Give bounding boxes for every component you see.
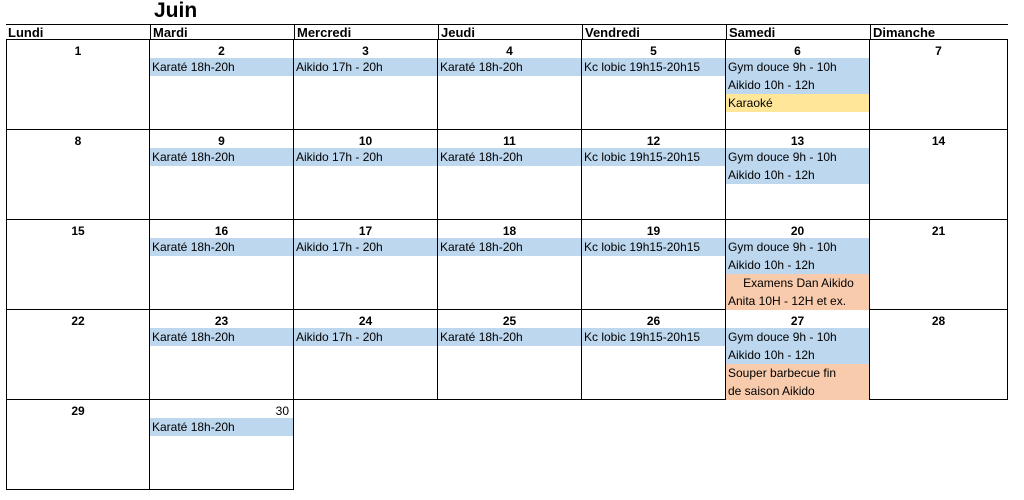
day-number: 13 [790,134,805,148]
day-number: 14 [931,134,946,148]
day-cell[interactable] [6,400,150,490]
calendar-event[interactable]: Karaté 18h-20h [438,238,581,256]
day-number: 6 [794,44,801,58]
day-cell[interactable] [726,40,870,130]
calendar-event[interactable]: Karaté 18h-20h [150,328,293,346]
calendar-event[interactable]: Kc lobic 19h15-20h15 [582,58,725,76]
weekday-header-jeudi: Jeudi [438,24,582,40]
weekday-header-mercredi: Mercredi [294,24,438,40]
calendar-event[interactable]: Kc lobic 19h15-20h15 [582,238,725,256]
day-cell[interactable] [150,220,294,310]
calendar-event[interactable]: Gym douce 9h - 10h [726,328,869,346]
day-cell[interactable] [294,40,438,130]
day-number: 8 [74,134,82,148]
day-number: 3 [362,44,369,58]
day-cell[interactable] [582,40,726,130]
day-cell[interactable] [150,130,294,220]
day-cell[interactable] [294,220,438,310]
day-cell[interactable] [6,220,150,310]
calendar-event[interactable]: Aikido 17h - 20h [294,328,437,346]
day-cell[interactable] [726,220,870,310]
calendar-event[interactable]: de saison Aikido [726,382,869,400]
day-number: 25 [502,314,517,328]
day-number: 23 [214,314,229,328]
day-cell[interactable] [6,310,150,400]
weekday-header-vendredi: Vendredi [582,24,726,40]
day-number: 11 [503,134,516,148]
day-number: 7 [935,44,942,58]
day-cell[interactable] [150,40,294,130]
calendar-event[interactable]: Karaté 18h-20h [150,148,293,166]
calendar-event[interactable]: Souper barbecue fin [726,364,869,382]
day-cell[interactable] [6,40,150,130]
day-number: 17 [358,224,373,238]
calendar-event[interactable]: Aikido 10h - 12h [726,76,869,94]
day-cell[interactable] [438,40,582,130]
day-cell[interactable] [870,220,1008,310]
calendar-event[interactable]: Karaté 18h-20h [150,238,293,256]
calendar-event[interactable]: Kc lobic 19h15-20h15 [582,328,725,346]
day-number: 20 [790,224,805,238]
day-cell[interactable] [870,130,1008,220]
calendar-event[interactable]: Gym douce 9h - 10h [726,148,869,166]
calendar-event[interactable]: Gym douce 9h - 10h [726,238,869,256]
day-number: 26 [646,314,661,328]
day-cell[interactable] [294,310,438,400]
day-number: 24 [358,314,373,328]
day-cell[interactable] [150,310,294,400]
day-number: 22 [71,314,85,328]
weekday-header-lundi: Lundi [6,24,150,40]
weekday-header-samedi: Samedi [726,24,870,40]
day-number: 10 [358,134,373,148]
day-number: 9 [218,134,225,148]
day-cell[interactable] [726,130,870,220]
day-number: 12 [646,134,661,148]
day-cell[interactable] [438,220,582,310]
day-number: 28 [931,314,946,328]
day-cell[interactable] [582,220,726,310]
day-number: 18 [502,224,517,238]
calendar-event[interactable]: Aikido 10h - 12h [726,256,869,274]
day-number: 21 [931,224,946,238]
calendar-event[interactable]: Karaté 18h-20h [150,58,293,76]
calendar-event[interactable]: Karaté 18h-20h [438,328,581,346]
calendar-event[interactable]: Aikido 10h - 12h [726,346,869,364]
day-number: 5 [650,44,657,58]
day-number: 30 [275,404,289,418]
calendar-event[interactable]: Karaté 18h-20h [150,418,293,436]
day-number: 15 [71,224,85,238]
calendar-event[interactable]: Karaté 18h-20h [438,58,581,76]
weekday-header-mardi: Mardi [150,24,294,40]
calendar-event[interactable]: Gym douce 9h - 10h [726,58,869,76]
calendar-event[interactable]: Aikido 17h - 20h [294,58,437,76]
calendar-event[interactable]: Aikido 17h - 20h [294,148,437,166]
day-number: 19 [646,224,661,238]
day-cell[interactable] [582,310,726,400]
day-cell[interactable] [438,310,582,400]
calendar-event[interactable]: Aikido 17h - 20h [294,238,437,256]
day-cell[interactable] [870,310,1008,400]
day-cell[interactable] [6,130,150,220]
day-number: 16 [214,224,229,238]
calendar-event[interactable]: Karaté 18h-20h [438,148,581,166]
day-number: 4 [506,44,513,58]
calendar-event[interactable]: Examens Dan Aikido [726,274,869,292]
day-cell[interactable] [150,400,294,490]
day-number: 2 [218,44,225,58]
day-number: 1 [74,44,82,58]
day-number: 27 [790,314,805,328]
day-number: 29 [71,404,85,418]
calendar-event[interactable]: Anita 10H - 12H et ex. [726,292,869,310]
day-cell[interactable] [870,40,1008,130]
calendar-event[interactable]: Karaoké [726,94,869,112]
day-cell[interactable] [438,130,582,220]
day-cell[interactable] [294,130,438,220]
day-cell[interactable] [726,310,870,400]
calendar-event[interactable]: Aikido 10h - 12h [726,166,869,184]
calendar-event[interactable]: Kc lobic 19h15-20h15 [582,148,725,166]
month-title: Juin [154,0,198,22]
day-cell[interactable] [582,130,726,220]
weekday-header-dimanche: Dimanche [870,24,1008,40]
